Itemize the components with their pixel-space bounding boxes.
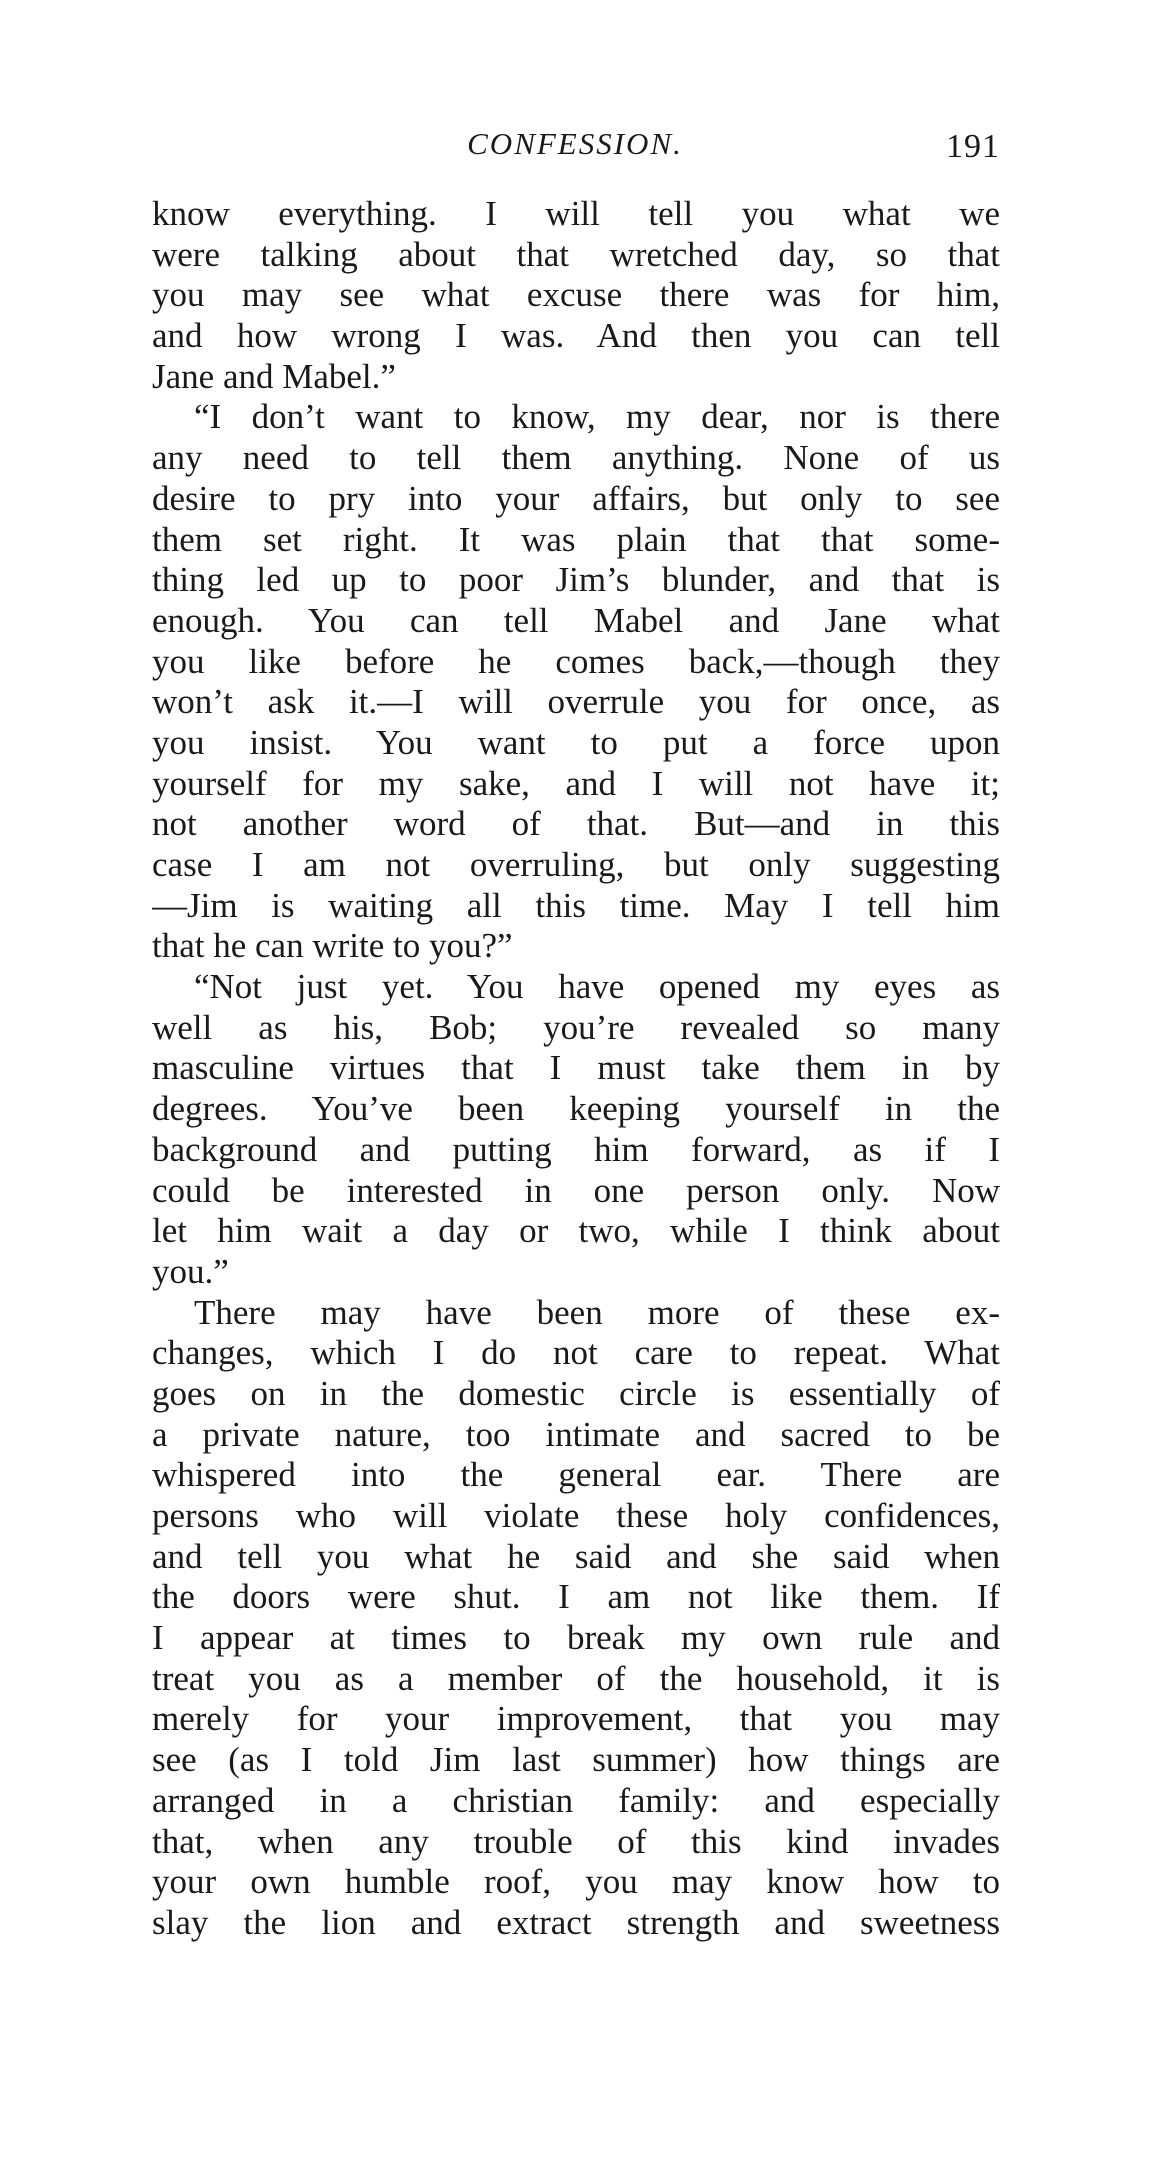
text-line: that he can write to you?” bbox=[152, 926, 513, 966]
text-line: you like before he comes back,—though they bbox=[152, 641, 1000, 681]
text-line: a private nature, too intimate and sacred to be bbox=[152, 1414, 1000, 1454]
text-line: and how wrong I was. And then you can tell bbox=[152, 316, 1000, 356]
text-line: that, when any trouble of this kind invades bbox=[152, 1821, 1000, 1861]
text-line: desire to pry into your affairs, but only to see bbox=[152, 478, 1000, 518]
running-head bbox=[150, 126, 1000, 176]
text-line: well as his, Bob; you’re revealed so many bbox=[152, 1007, 1000, 1047]
text-line: persons who will violate these holy confidences, bbox=[152, 1496, 1000, 1535]
body-text bbox=[152, 194, 1000, 1944]
text-line: Jane and Mabel.” bbox=[152, 356, 396, 396]
text-line: you insist. You want to put a force upon bbox=[152, 722, 1000, 762]
text-line: slay the lion and extract strength and sweetness bbox=[152, 1902, 1000, 1942]
text-line: them set right. It was plain that that some- bbox=[152, 519, 1000, 559]
text-line: won’t ask it.—I will overrule you for once, as bbox=[152, 682, 1000, 722]
text-line: and tell you what he said and she said when bbox=[152, 1536, 1000, 1576]
text-line: “Not just yet. You have opened my eyes as bbox=[194, 967, 1000, 1007]
text-line: masculine virtues that I must take them in by bbox=[152, 1048, 1000, 1088]
text-line: —Jim is waiting all this time. May I tell him bbox=[152, 885, 1000, 925]
text-line: see (as I told Jim last summer) how things are bbox=[152, 1740, 1000, 1780]
text-line: merely for your improvement, that you may bbox=[152, 1699, 1000, 1739]
text-line: yourself for my sake, and I will not have it; bbox=[152, 763, 1000, 803]
text-line: thing led up to poor Jim’s blunder, and that is bbox=[152, 560, 1000, 600]
text-line: your own humble roof, you may know how to bbox=[152, 1862, 1000, 1902]
text-line: “I don’t want to know, my dear, nor is there bbox=[194, 397, 1000, 437]
text-line: treat you as a member of the household, it is bbox=[152, 1658, 1000, 1698]
text-line: were talking about that wretched day, so that bbox=[152, 234, 1000, 274]
text-line: enough. You can tell Mabel and Jane what bbox=[152, 600, 1000, 640]
text-line: let him wait a day or two, while I think about bbox=[152, 1211, 1000, 1251]
running-title: CONFESSION. bbox=[467, 126, 683, 161]
text-line: background and putting him forward, as if I bbox=[152, 1129, 1000, 1169]
text-line: whispered into the general ear. There are bbox=[152, 1455, 1000, 1495]
page-number: 191 bbox=[946, 128, 1000, 165]
text-line: degrees. You’ve been keeping yourself in the bbox=[152, 1089, 1000, 1129]
text-line: any need to tell them anything. None of us bbox=[152, 438, 1000, 478]
text-line: I appear at times to break my own rule and bbox=[152, 1618, 1000, 1658]
text-line: There may have been more of these ex- bbox=[194, 1292, 1000, 1332]
text-line: know everything. I will tell you what we bbox=[152, 194, 1000, 233]
text-line: could be interested in one person only. Now bbox=[152, 1170, 1000, 1210]
text-line: not another word of that. But—and in this bbox=[152, 804, 1000, 844]
text-line: changes, which I do not care to repeat. What bbox=[152, 1333, 1000, 1373]
text-line: goes on in the domestic circle is essentially of bbox=[152, 1373, 1000, 1413]
text-line: the doors were shut. I am not like them. If bbox=[152, 1577, 1000, 1617]
text-line: you may see what excuse there was for him, bbox=[152, 275, 1000, 315]
text-line: you.” bbox=[152, 1251, 229, 1291]
text-line: arranged in a christian family: and especially bbox=[152, 1780, 1000, 1820]
text-line: case I am not overruling, but only suggesting bbox=[152, 845, 1000, 884]
